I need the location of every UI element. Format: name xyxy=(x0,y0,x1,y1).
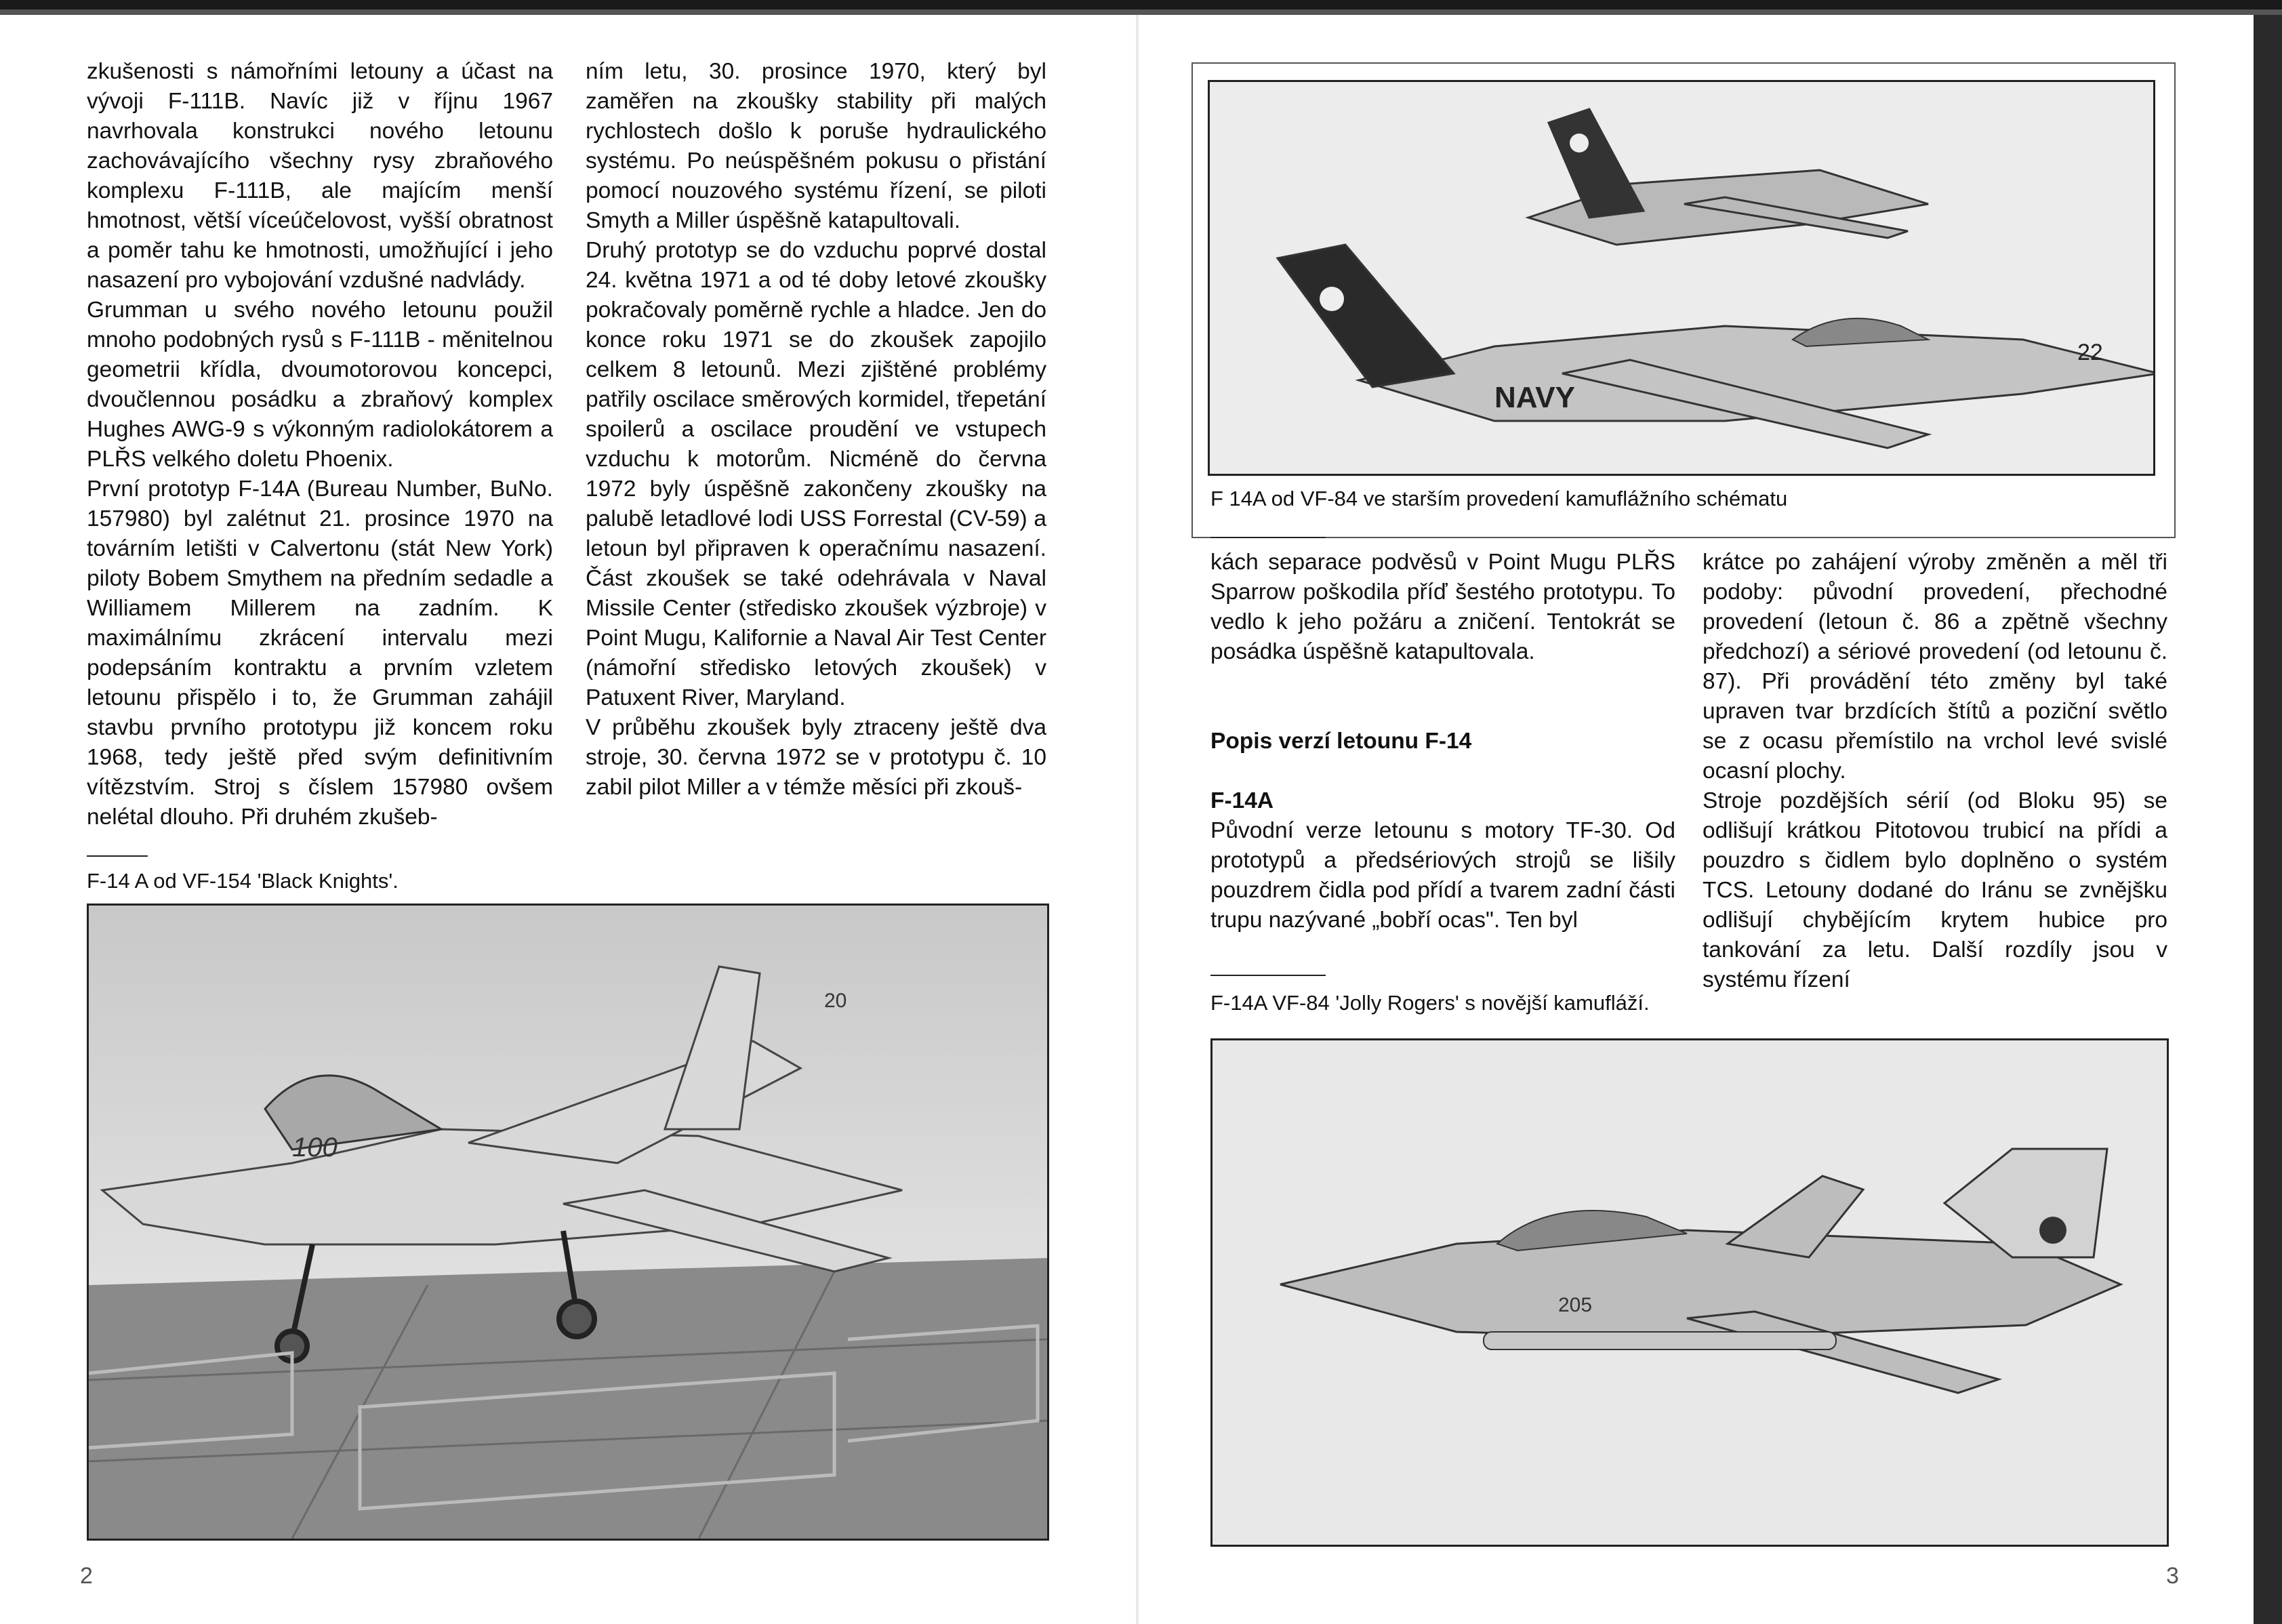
page-number-right: 3 xyxy=(2166,1563,2179,1589)
paragraph: Druhý prototyp se do vzduchu poprvé dostal 24. května 1971 a od té doby letové zkoušky pokračovaly poměrně rychle a hladce. Jen do konce roku 1971 se do zkoušek zapojilo celkem 8 letounů. Mezi zjištěné problémy patřily oscilace směrových kormidel, třepetání spoilerů a oscilace proudění ve vstupech vzduchu k motorům. Nicméně do června 1972 byly úspěšně zakončeny zkoušky na palubě letadlové lodi USS Forrestal (CV-59) a letoun byl připraven k operačnímu nasazení. Část zkoušek se také odehrávala v Naval Missile Center (středisko zkoušek výzbroje) v Point Mugu, Kalifornie a Naval Air Test Center (námořní středisko letových zkoušek) v Patuxent River, Maryland. xyxy=(586,238,1046,710)
photo-vf84-formation xyxy=(1208,80,2155,476)
svg-text:NAVY: NAVY xyxy=(1494,381,1575,414)
two-f14-formation-photo-icon xyxy=(1210,82,2153,474)
page-gutter xyxy=(1136,15,1139,1624)
photo-jolly-rogers xyxy=(1210,1038,2169,1547)
paragraph: krátce po zahájení výroby změněn a měl tři podoby: původní provedení, přechodné provedení (letoun č. 86 a zpětně všechny předchozí) a sériové provedení (od letounu č. 87). Při provádění této změny byl také upraven tvar brzdících štítů a poziční světlo se z ocasu přemístilo na vrchol levé svislé ocasní plochy. xyxy=(1703,550,2167,784)
caption-vf84-old-camo: F 14A od VF-84 ve starším provedení kamuflážního schématu xyxy=(1210,487,1788,510)
f14-on-display-photo-icon xyxy=(89,906,1047,1539)
paragraph: Grumman u svého nového letounu použil mnoho podobných rysů s F-111B - měnitelnou geometrii křídla, dvoumotorovou koncepci, dvoučlennou posádku a zbraňový komplex Hughes AWG-9 s výkonným radiolokátorem a PLŘS velkého doletu Phoenix. xyxy=(87,298,553,472)
paragraph: ním letu, 30. prosince 1970, který byl zaměřen na zkoušky stability při malých rychlostech došlo k poruše hydraulického systému. Po neúspěšném pokusu o přistání pomocí nouzového systému řízení, se piloti Smyth a Miller úspěšně katapultovali. xyxy=(586,59,1046,233)
svg-text:20: 20 xyxy=(824,990,847,1012)
right-column-2 xyxy=(1703,548,2167,995)
svg-text:22: 22 xyxy=(2077,340,2103,365)
right-column-1 xyxy=(1210,548,1675,935)
section-heading: Popis verzí letounu F-14 xyxy=(1210,729,1472,754)
svg-text:100: 100 xyxy=(292,1133,338,1162)
paragraph: kách separace podvěsů v Point Mugu PLŘS Sparrow poškodila příď šestého prototypu. To vedlo k jeho požáru a zničení. Tentokrát se posádka úspěšně katapultovala. xyxy=(1210,550,1675,664)
left-column-1 xyxy=(87,57,553,832)
paragraph: V průběhu zkoušek byly ztraceny ještě dva stroje, 30. června 1972 se v prototypu č. 10 zabil pilot Miller a v témže měsíci při zkouš- xyxy=(586,715,1046,800)
caption-black-knights: F-14 A od VF-154 'Black Knights'. xyxy=(87,869,399,893)
subsection-heading: F-14A xyxy=(1210,788,1274,813)
caption-rule xyxy=(1210,537,1326,538)
left-column-2 xyxy=(586,57,1046,803)
page-number-left: 2 xyxy=(80,1563,93,1589)
svg-text:205: 205 xyxy=(1558,1294,1593,1316)
spread-top-edge xyxy=(0,0,2282,15)
paragraph: Stroje pozdějších sérií (od Bloku 95) se odlišují krátkou Pitotovou trubicí na přídi a pouzdro s čidlem bylo doplněno o systém TCS. Letouny dodané do Iránu se zvnějšku odlišují chybějícím krytem hubice pro tankování za letu. Další rozdíly jsou v systému řízení xyxy=(1703,788,2167,992)
paragraph: zkušenosti s námořními letouny a účast na vývoji F-111B. Navíc již v říjnu 1967 navrhovala konstrukci nového letounu zachovávajícího všechny rysy zbraňového komplexu F-111B, ale majícím menší hmotnost, větší víceúčelovost, vyšší obratnost a poměr tahu ke hmotnosti, umožňující i jeho nasazení pro vybojování vzdušné nadvlády. xyxy=(87,59,553,293)
right-page-edge xyxy=(2254,15,2282,1624)
single-f14-jolly-rogers-photo-icon xyxy=(1213,1040,2167,1545)
photo-f14-black-knights xyxy=(87,904,1049,1541)
paragraph: První prototyp F-14A (Bureau Number, BuNo. 157980) byl zalétnut 21. prosince 1970 na továrním letišti v Calvertonu (stát New York) piloty Bobem Smythem na předním sedadle a Williamem Millerem na zadním. K maximálnímu zkrácení intervalu mezi podepsáním kontraktu a prvním vzletem letounu přispělo i to, že Grumman zahájil stavbu prvního prototypu již koncem roku 1968, tedy ještě před svým definitivním vítězstvím. Stroj s číslem 157980 ovšem nelétal dlouho. Při druhém zkušeb- xyxy=(87,476,553,830)
paragraph: Původní verze letounu s motory TF-30. Od prototypů a předsériových strojů se lišily pouzdrem čidla pod přídí a tvarem zadní části trupu nazývané „bobří ocas". Ten byl xyxy=(1210,818,1675,933)
caption-rule xyxy=(87,855,148,857)
caption-rule xyxy=(1210,975,1326,976)
caption-jolly-rogers: F-14A VF-84 'Jolly Rogers' s novější kamufláží. xyxy=(1210,991,1650,1015)
